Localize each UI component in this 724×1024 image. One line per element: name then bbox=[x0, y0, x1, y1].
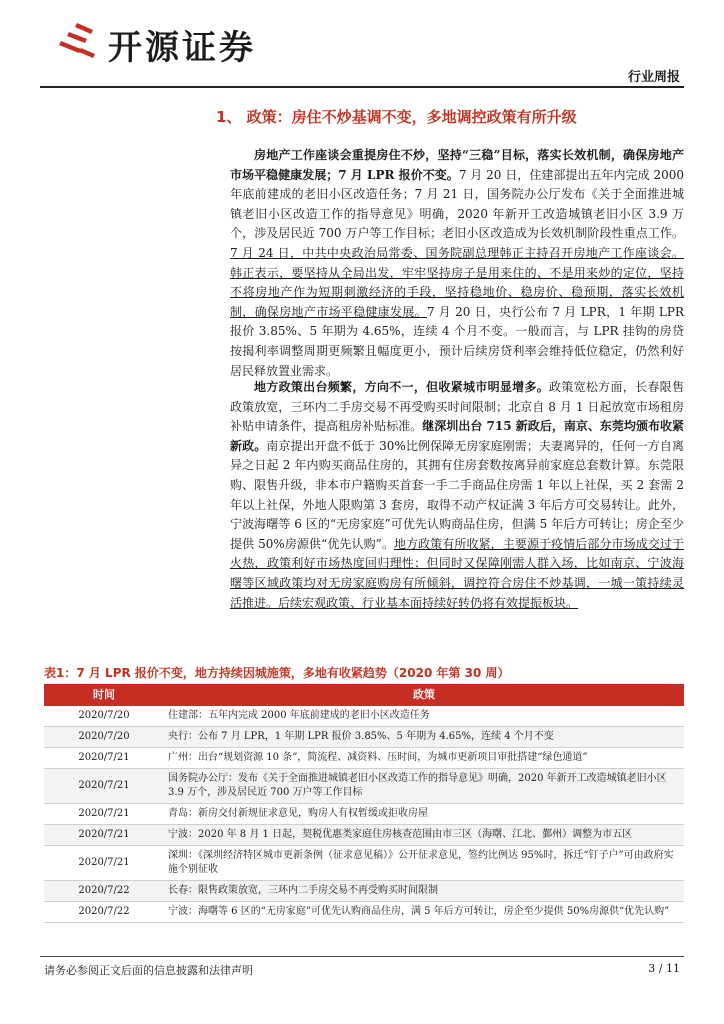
row-policy bbox=[164, 902, 684, 923]
row-date: 2020/7/22 bbox=[44, 902, 164, 923]
row-source: 住建部： bbox=[168, 710, 208, 721]
row-text: 限售政策放宽，三环内二手房交易不再受购买时间限制 bbox=[198, 885, 438, 896]
column-header-date: 时间 bbox=[44, 684, 164, 706]
row-source: 宁波： bbox=[168, 829, 198, 840]
table-row bbox=[44, 804, 684, 825]
header-divider bbox=[40, 86, 684, 88]
row-policy bbox=[164, 748, 684, 769]
row-text: 公布 7 月 LPR，1 年期 LPR 报价 3.85%、5 年期为 4.65%，连续 4 个月不变 bbox=[198, 731, 554, 742]
table-row bbox=[44, 902, 684, 923]
table-header-row bbox=[44, 684, 684, 706]
paragraph-text: 政策宽松方面，长春限售政策放宽，三环内二手房交易不再受购买时间限制；北京自 8 月 1 日起放宽市场租房补贴申请条件，提高租房补贴标准。 bbox=[230, 380, 684, 434]
row-policy bbox=[164, 825, 684, 846]
row-date: 2020/7/21 bbox=[44, 748, 164, 769]
row-text: 五年内完成 2000 年底前建成的老旧小区改造任务 bbox=[208, 710, 430, 721]
paragraph-underlined: 7 月 24 日，中共中央政治局常委、国务院副总理韩正主持召开房地产工作座谈会。韩正表示，要坚持从全局出发，牢牢坚持房子是用来住的、不是用来炒的定位，坚持不将房地产作为短期刺激经济的手段，坚持稳地价、稳房价、稳预期，落实长效机制，确保房地产市场平稳健康发展。 bbox=[230, 245, 684, 319]
row-date: 2020/7/21 bbox=[44, 804, 164, 825]
row-policy bbox=[164, 727, 684, 748]
table-row bbox=[44, 846, 684, 881]
row-text: 发布《关于全面推进城镇老旧小区改造工作的指导意见》明确，2020 年新开工改造城镇老旧小区 3.9 万个，涉及居民近 700 万户等工作目标 bbox=[168, 773, 667, 798]
paragraph-policy-meeting bbox=[230, 146, 684, 381]
column-header-policy: 政策 bbox=[164, 684, 684, 706]
row-source: 青岛： bbox=[168, 808, 198, 819]
paragraph-text: 7 月 20 日，住建部提出五年内完成 2000 年底前建成的老旧小区改造任务；7 月 21 日，国务院办公厅发布《关于全面推进城镇老旧小区改造工作的指导意见》明确，2020 年新开工改造城镇老旧小区 3.9 万个，涉及居民近 700 万户等工作目标；老旧小区改造成为长效机制阶段性重点工作。 bbox=[230, 167, 684, 241]
table-row bbox=[44, 881, 684, 902]
policy-table bbox=[44, 684, 684, 923]
row-text: 《深圳经济特区城市更新条例（征求意见稿）》公开征求意见，签约比例达 95%时，拆迁“钉子户”可由政府实施个别征收 bbox=[168, 850, 674, 875]
row-date: 2020/7/22 bbox=[44, 881, 164, 902]
disclaimer-note: 请务必参阅正文后面的信息披露和法律声明 bbox=[44, 964, 253, 977]
row-text: 2020 年 8 月 1 日起，契税优惠类家庭住房核查范围由市三区（海曙、江北、鄞州）调整为市五区 bbox=[198, 829, 633, 840]
row-date: 2020/7/21 bbox=[44, 769, 164, 804]
row-policy bbox=[164, 881, 684, 902]
row-date: 2020/7/20 bbox=[44, 727, 164, 748]
table-row bbox=[44, 706, 684, 727]
section-title: 1、 政策：房住不炒基调不变，多地调控政策有所升级 bbox=[216, 108, 577, 126]
row-text: 海曙等 6 区的“无房家庭”可优先认购商品住房，满 5 年后方可转让，房企至少提供 50%房源供“优先认购” bbox=[198, 906, 670, 917]
paragraph-bold-mid: 继深圳出台 715 新政后，南京、东莞均颁布收紧新政。 bbox=[230, 419, 684, 453]
table-row bbox=[44, 748, 684, 769]
row-source: 深圳： bbox=[168, 850, 198, 861]
row-source: 广州： bbox=[168, 752, 198, 763]
row-text: 出台“规划资源 10 条”，简流程、减资料、压时间，为城市更新项目审批搭建“绿色通道” bbox=[198, 752, 588, 763]
paragraph-text: 7 月 20 日，央行公布 7 月 LPR，1 年期 LPR 报价 3.85%、5 年期为 4.65%，连续 4 个月不变。一般而言，与 LPR 挂钩的房贷按揭利率调整周期更频繁且幅度更小，预计后续房贷利率会维持低位稳定，仍然利好居民释放置业需求。 bbox=[230, 304, 684, 378]
row-source: 央行： bbox=[168, 731, 198, 742]
table-row bbox=[44, 727, 684, 748]
row-source: 国务院办公厅： bbox=[168, 773, 238, 784]
report-type-label: 行业周报 bbox=[627, 70, 680, 85]
row-text: 新房交付新规征求意见，购房人有权暂缓或拒收房屋 bbox=[198, 808, 428, 819]
paragraph-lead: 房地产工作座谈会重提房住不炒，坚持“三稳”目标，落实长效机制，确保房地产市场平稳健康发展；7 月 LPR 报价不变。 bbox=[230, 148, 684, 182]
row-date: 2020/7/21 bbox=[44, 825, 164, 846]
row-source: 长春： bbox=[168, 885, 198, 896]
row-policy bbox=[164, 804, 684, 825]
row-policy bbox=[164, 846, 684, 881]
row-policy bbox=[164, 769, 684, 804]
paragraph-text: 南京提出开盘不低于 30%比例保障无房家庭刚需；夫妻离异的，任何一方自离异之日起 2 年内购买商品住房的，其拥有住房套数按离异前家庭总套数计算。东莞限购、限售升级，非本市户籍购买首套一手二手商品住房需 1 年以上社保，买 2 套需 2 年以上社保，外地人限购第 3 套房，取得不动产权证满 3 年后方可交易转让。此外，宁波海曙等 6 区的“无房家庭”可优先认购商品住房，但满 5 年后方可转让；房企至少提供 50%房源供“优先认购”。 bbox=[230, 438, 684, 551]
paragraph-local-policy bbox=[230, 378, 684, 613]
row-source: 宁波： bbox=[168, 906, 198, 917]
page-header bbox=[0, 0, 724, 90]
table-row bbox=[44, 769, 684, 804]
row-date: 2020/7/20 bbox=[44, 706, 164, 727]
paragraph-lead: 地方政策出台频繁，方向不一，但收紧城市明显增多。 bbox=[254, 380, 550, 394]
brand-name: 开源证券 bbox=[108, 28, 256, 68]
page-number: 3 / 11 bbox=[648, 962, 680, 975]
row-date: 2020/7/21 bbox=[44, 846, 164, 881]
table-caption: 表1：7 月 LPR 报价不变，地方持续因城施策，多地有收紧趋势（2020 年第 30 周） bbox=[44, 666, 510, 680]
table-row bbox=[44, 825, 684, 846]
paragraph-underlined: 地方政策有所收紧，主要源于疫情后部分市场成交过于火热，政策利好市场热度回归理性；但同时又保障刚需人群入场，比如南京、宁波海曙等区域政策均对无房家庭购房有所倾斜，调控符合房住不炒基调，一城一策持续灵活推进。后续宏观政策、行业基本面持续好转仍将有效提振板块。 bbox=[230, 536, 684, 610]
row-policy bbox=[164, 706, 684, 727]
kaiyuan-logo-icon bbox=[55, 20, 97, 60]
footer-divider bbox=[40, 956, 684, 957]
